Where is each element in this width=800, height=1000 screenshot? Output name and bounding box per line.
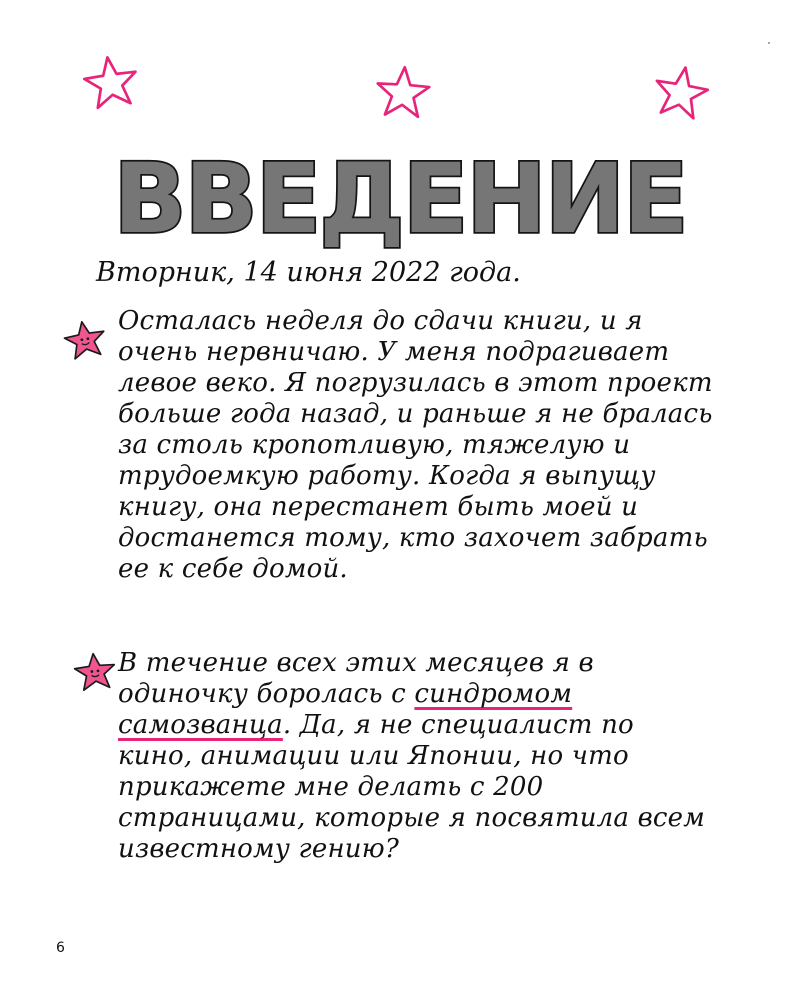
filled-star-icon	[59, 314, 112, 365]
text-line: В течение всех этих месяцев я в	[118, 648, 594, 678]
text-line: известному гению?	[118, 834, 399, 864]
text-line: левое веко. Я погрузилась в этот проект	[118, 368, 713, 398]
text-line: прикажете мне делать с 200	[118, 772, 544, 802]
text-line: за столь кропотливую, тяжелую и	[118, 430, 631, 460]
paragraph-1	[118, 306, 768, 585]
outline-star-icon	[370, 60, 436, 126]
text-line: кино, анимации или Японии, но что	[118, 741, 629, 771]
date-line: Вторник, 14 июня 2022 года.	[96, 257, 521, 288]
paragraph-2	[118, 648, 768, 865]
outline-star-icon	[76, 48, 146, 118]
text-segment: . Да, я не специалист по	[282, 710, 634, 740]
corner-dot	[768, 42, 770, 44]
text-line	[118, 679, 768, 710]
text-line: книгу, она перестанет быть моей и	[118, 492, 639, 522]
text-line: достанется тому, кто захочет забрать	[118, 523, 708, 553]
text-line: трудоемкую работу. Когда я выпущу	[118, 461, 656, 491]
highlighted-term: самозванца	[118, 710, 283, 740]
text-segment: одиночку боролась с	[118, 679, 415, 709]
text-line: Осталась неделя до сдачи книги, и я	[118, 306, 643, 336]
text-line	[118, 710, 768, 741]
text-line: страницами, которые я посвятила всем	[118, 803, 706, 833]
filled-star-icon	[70, 648, 120, 697]
text-line: ее к себе домой.	[118, 554, 348, 584]
outline-star-icon	[645, 57, 717, 129]
text-line: больше года назад, и раньше я не бралась	[118, 399, 713, 429]
page-title	[0, 140, 800, 250]
page-number: 6	[56, 940, 65, 956]
highlighted-term: синдромом	[414, 679, 573, 709]
page-title-text: ВВЕДЕНИЕ	[113, 143, 687, 250]
text-line: очень нервничаю. У меня подрагивает	[118, 337, 670, 367]
